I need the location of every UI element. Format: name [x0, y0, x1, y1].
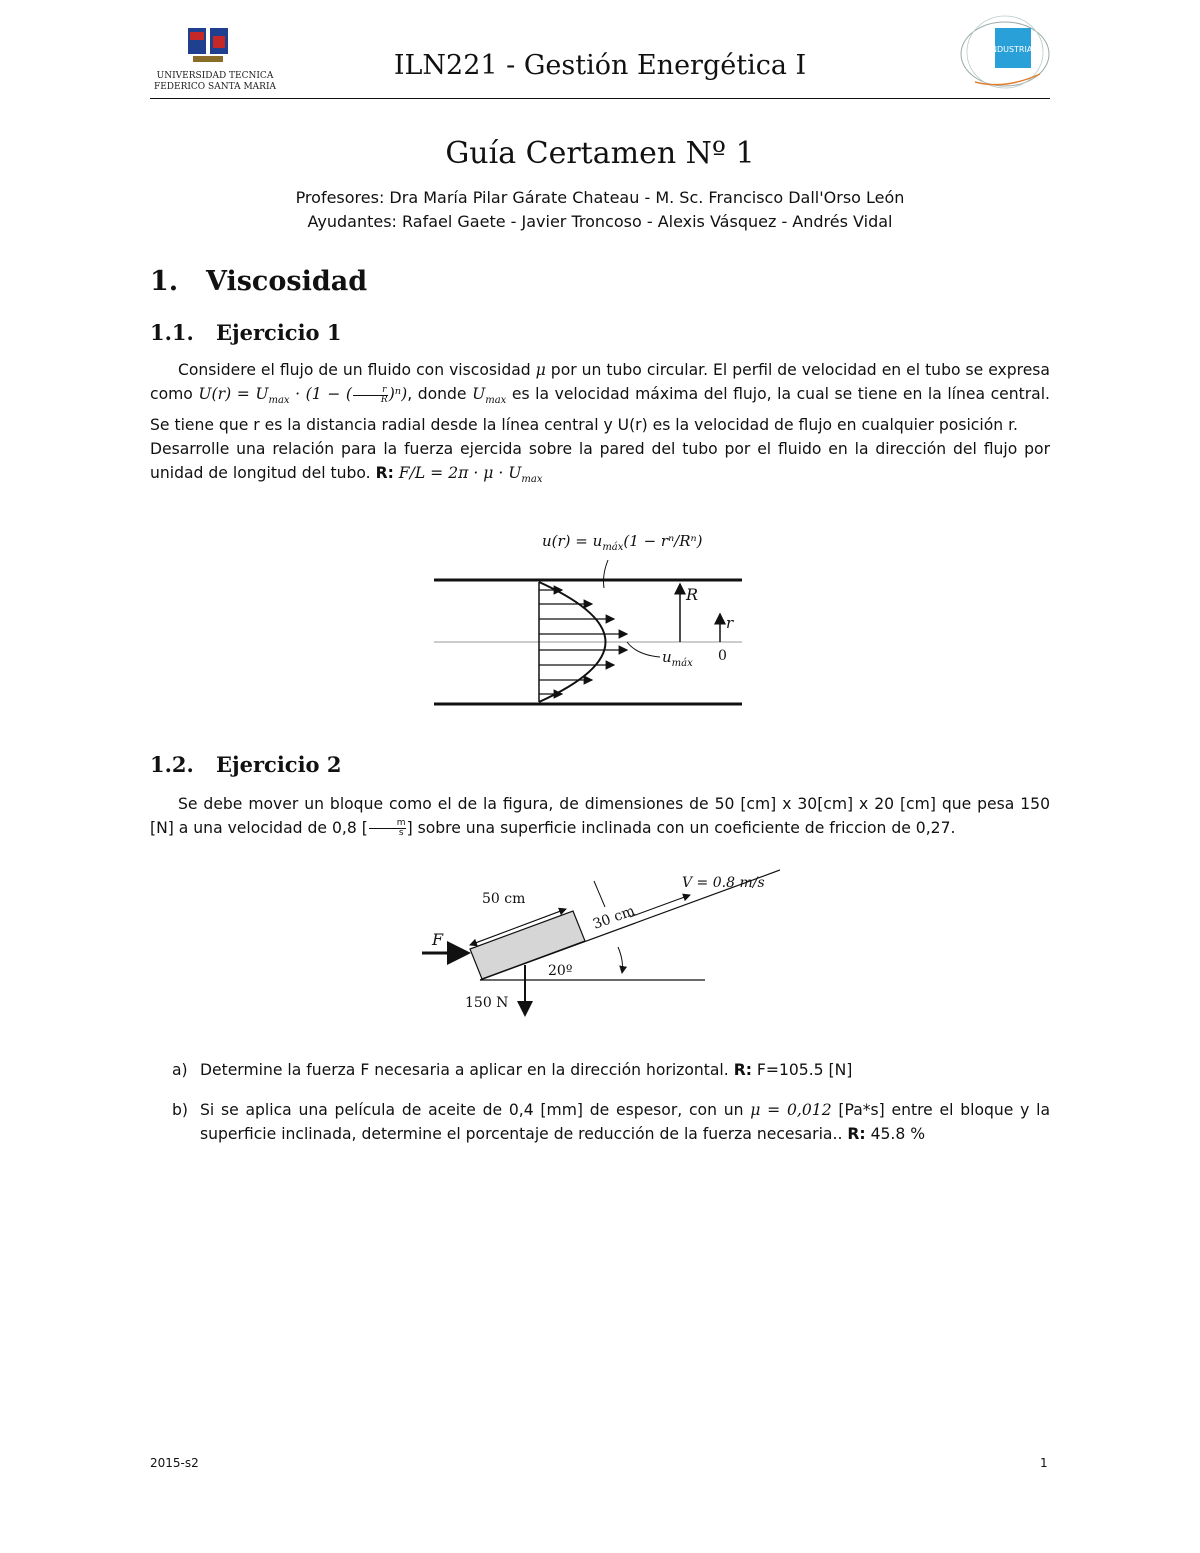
- velocity-formula: $U(r) = U_{max} \cdot (1$ − ( $\frac{r}{R}$ )ⁿ): [198, 384, 408, 407]
- label-umax: $u_{máx}$: [662, 648, 693, 669]
- exercise2-number: 1.2.: [150, 752, 194, 777]
- label-zero: 0: [718, 648, 727, 664]
- label-50cm: 50 cm: [482, 891, 526, 907]
- dim-30-tick: [594, 881, 605, 907]
- section-title: Viscosidad: [206, 266, 368, 297]
- velocity-profile-figure: [432, 530, 752, 708]
- university-name-2: FEDERICO SANTA MARIA: [153, 82, 277, 92]
- label-F: F: [432, 930, 444, 949]
- professors-line: Profesores: Dra María Pilar Gárate Chateau - M. Sc. Francisco Dall'Orso León: [295, 188, 905, 207]
- assistants-line: Ayudantes: Rafael Gaete - Javier Troncoso - Alexis Vásquez - Andrés Vidal: [307, 212, 893, 231]
- label-weight: 150 N: [465, 995, 509, 1011]
- section-number: 1.: [150, 266, 179, 297]
- umax-pointer: [627, 642, 660, 657]
- footer-semester: 2015-s2: [150, 1456, 199, 1470]
- answer-label: R:: [375, 464, 394, 483]
- item-b-label: b): [172, 1101, 188, 1119]
- university-name-1: UNIVERSIDAD TECNICA: [156, 71, 274, 81]
- incline-block-figure: [420, 865, 780, 1030]
- item-a-answer: F=105.5 [N]: [756, 1061, 853, 1079]
- label-30cm: 30 cm: [590, 902, 638, 933]
- label-velocity: V = 0.8 m/s: [682, 875, 765, 891]
- document-title: Guía Certamen Nº 1: [445, 136, 755, 171]
- exercise1-title: Ejercicio 1: [216, 320, 342, 345]
- exercise1-number: 1.1.: [150, 320, 194, 345]
- header-rule: [150, 98, 1050, 99]
- answer-formula: F/L = 2π · μ · U: [398, 464, 522, 483]
- exercise1-statement: Considere el flujo de un fluido con viscosidad μ por un tubo circular. El perfil de velocidad en el tubo se expresa como $U(r) = U_{max} \cdot (1$ − ( $\frac{r}{R}$ )ⁿ), donde $U_{max}$ es la velocidad máxima del flujo, la cual se tiene en la línea central. Se tiene que r es la distancia radial desde la línea central y U(r) es la velocidad de flujo en cualquier posición r. Desarrolle una relación para la fuerza ejercida sobre la pared del tubo por el fluido en la dirección del flujo por unidad de longitud del tubo. R: $F/L = 2\pi \cdot \mu \cdot U_{max}$: [150, 361, 1050, 486]
- angle-arc: [618, 947, 623, 973]
- exercise2-title: Ejercicio 2: [216, 752, 342, 777]
- label-R: R: [686, 585, 699, 604]
- exercise2-statement: Se debe mover un bloque como el de la figura, de dimensiones de 50 [cm] x 30[cm] x 20 [cm] que pesa 150 [N] a una velocidad de 0,8 [ $\frac{m}{s}$ ] sobre una superficie inclinada con un coeficiente de friccion de 0,27.: [150, 795, 1050, 838]
- page-number: 1: [1040, 1456, 1048, 1470]
- department-logo: [955, 12, 1055, 92]
- item-a-label: a): [172, 1061, 188, 1079]
- svg-text:u(r) = umáx(1 − rⁿ/Rⁿ): $u(r) = u_{máx}(1 - r^n/R^n)$: [542, 532, 703, 553]
- equation-pointer: [604, 560, 609, 588]
- label-r: r: [726, 614, 734, 632]
- item-b-answer: 45.8 %: [870, 1125, 926, 1143]
- dept-logo-text: INDUSTRIAS: [988, 45, 1038, 54]
- label-angle: 20º: [548, 963, 573, 979]
- course-title: ILN221 - Gestión Energética I: [393, 50, 807, 81]
